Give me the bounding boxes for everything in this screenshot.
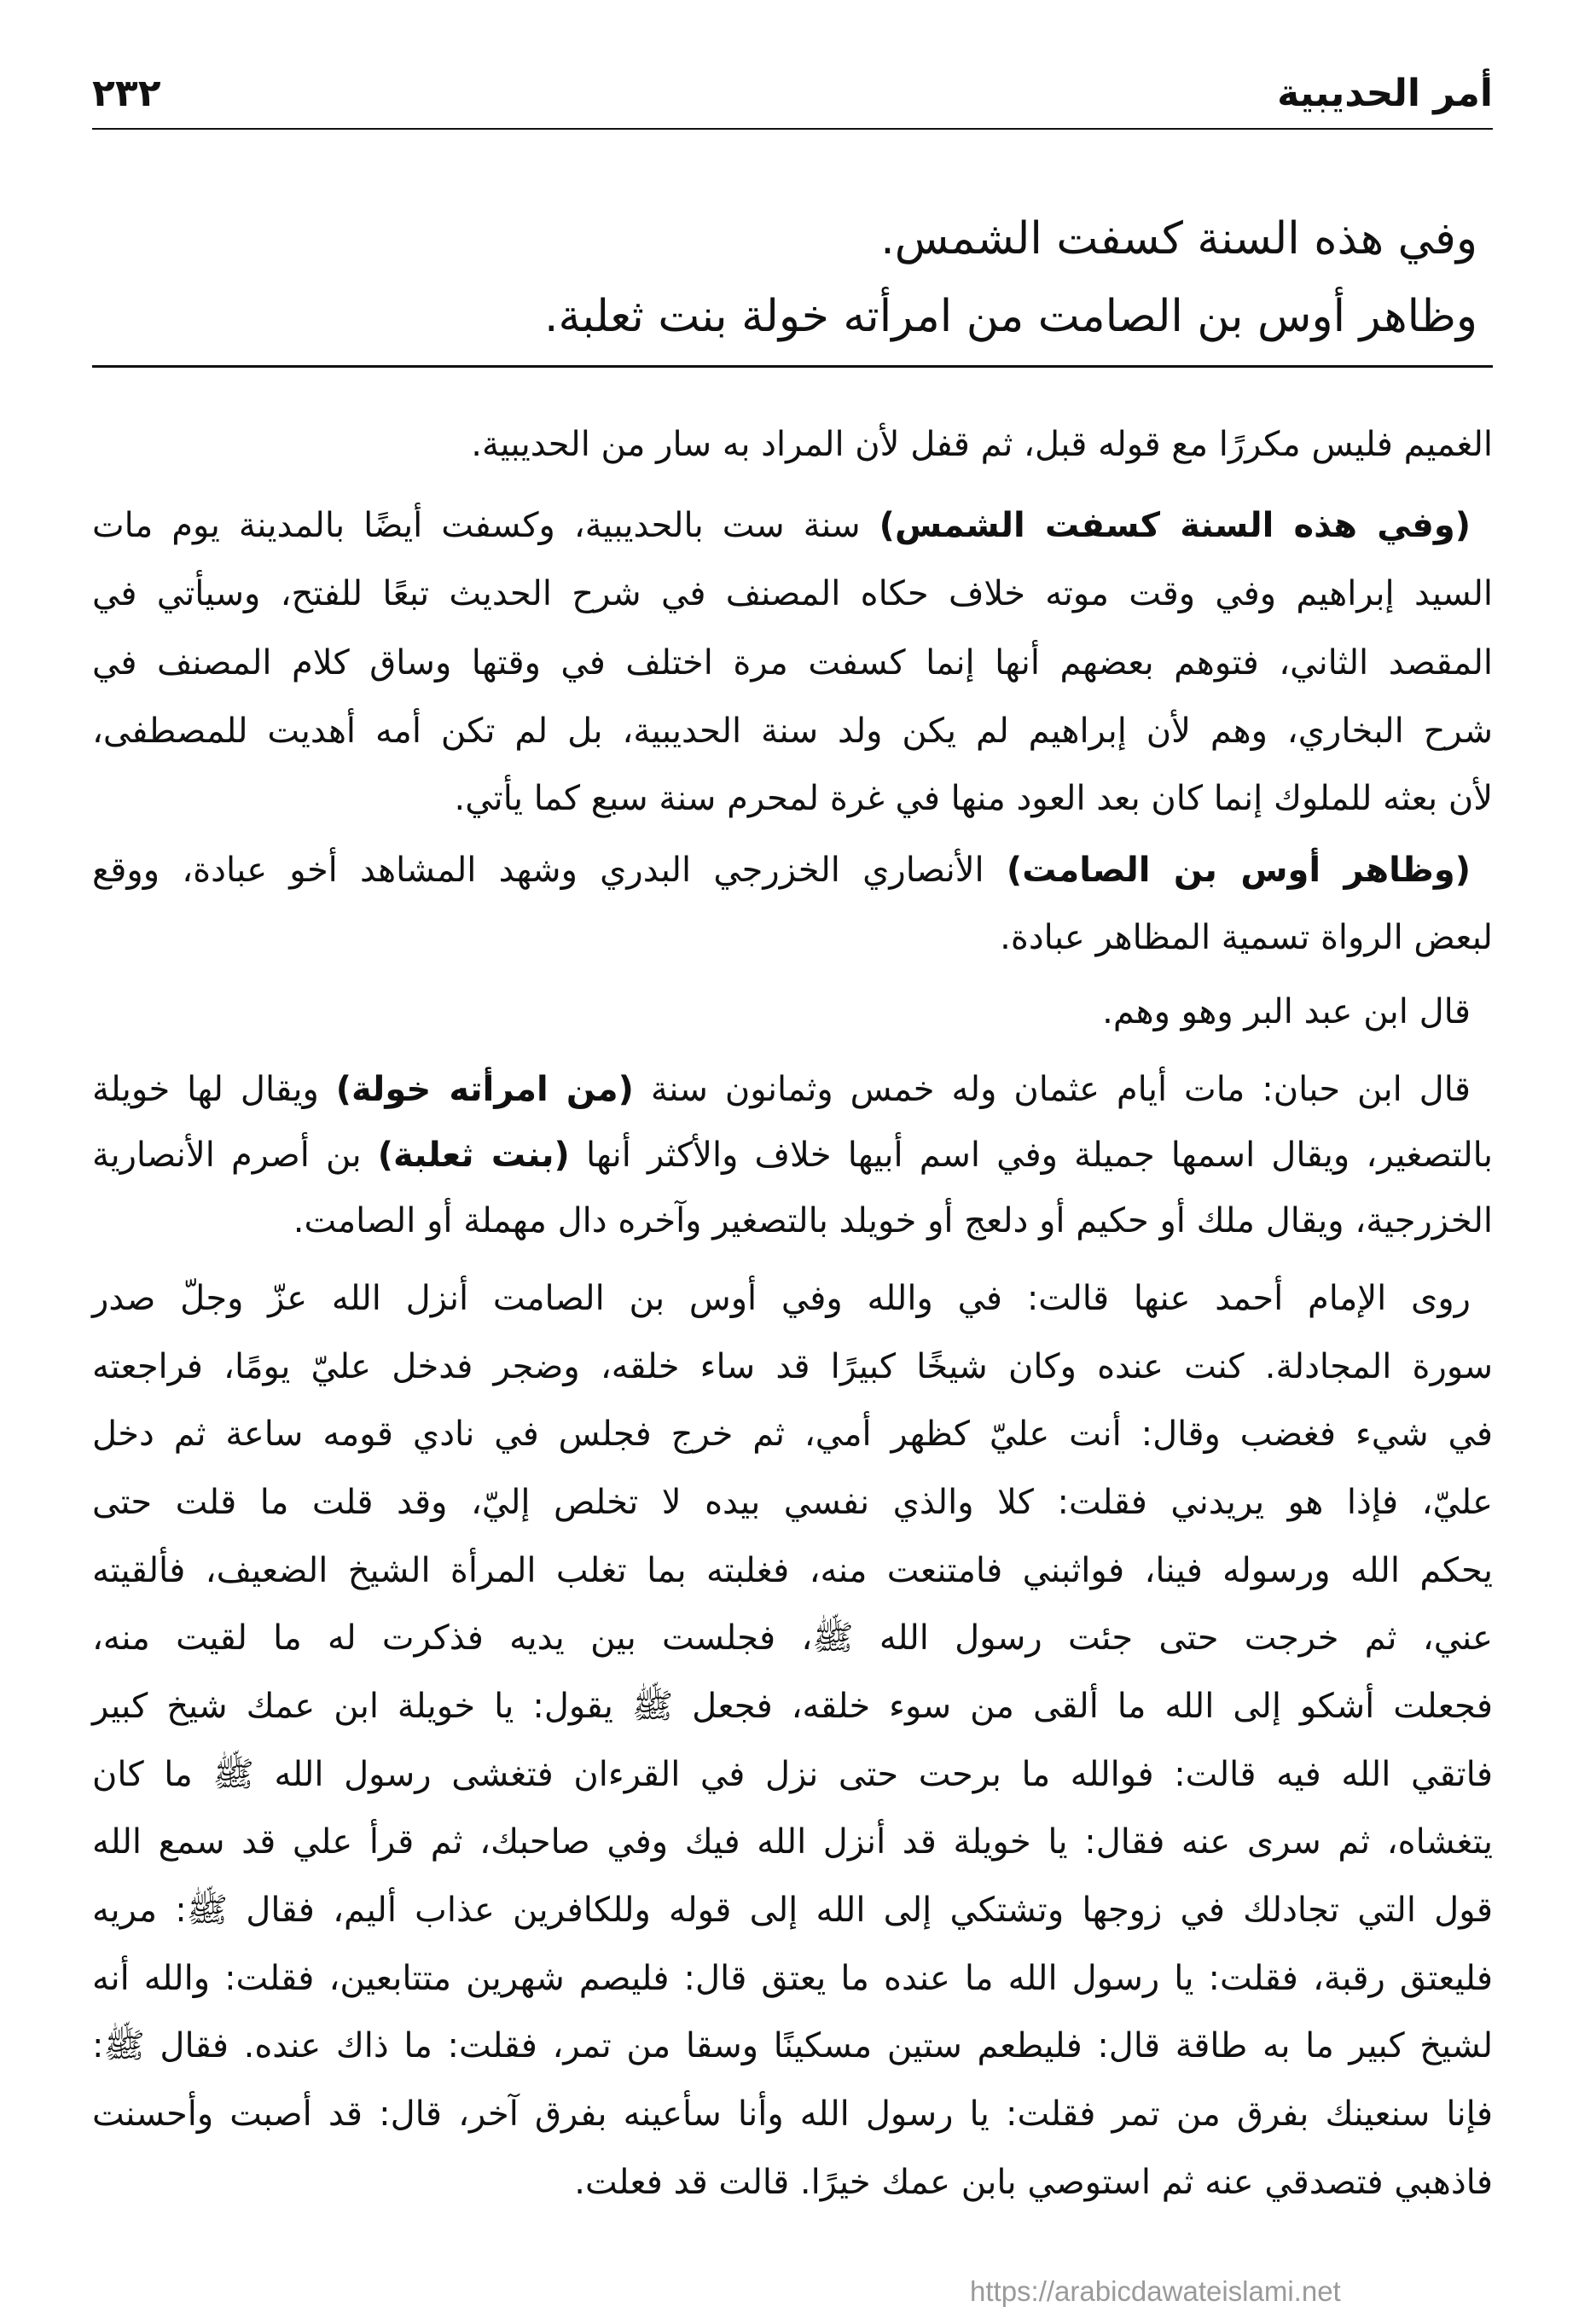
- commentary-text: الغميم فليس مكررًا مع قوله قبل، ثم قفل لأن المراد به سار من الحديبية.: [471, 425, 1493, 464]
- commentary-text: بالتصغير، ويقال اسمها جميلة وفي اسم أبيها خلاف والأكثر أنها: [569, 1136, 1493, 1175]
- commentary-line: [92, 633, 1493, 693]
- main-text-line: وفي هذه السنة كسفت الشمس.: [880, 213, 1477, 264]
- commentary-text: الخزرجية، ويقال ملك أو حكيم أو دلعج أو خويلد بالتصغير وآخره دال مهملة أو الصامت.: [293, 1201, 1493, 1240]
- commentary-line: [92, 1541, 1493, 1601]
- commentary-text: شرح البخاري، وهم لأن إبراهيم لم يكن ولد سنة الحديبية، بل لم تكن أمه أهديت للمصطفى،: [92, 712, 1493, 751]
- commentary-text: سورة المجادلة. كنت عنده وكان شيخًا كبيرًا قد ساء خلقه، وضجر فدخل عليّ يومًا، فراجعته: [92, 1347, 1493, 1386]
- lemma-bold: (وظاهر أوس بن الصامت): [1006, 851, 1471, 890]
- header-rule: [92, 128, 1493, 130]
- commentary-line: [92, 1745, 1493, 1804]
- commentary-text: لبعض الرواة تسمية المظاهر عبادة.: [1000, 918, 1493, 957]
- commentary-text: فاتقي الله فيه قالت: فوالله ما برحت حتى نزل في القرءان فتغشى رسول الله ﷺ ما كان: [92, 1755, 1493, 1794]
- chapter-title: أمر الحديبية: [1277, 72, 1493, 115]
- commentary-text: قول التي تجادلك في زوجها وتشتكي إلى الله إلى قوله وللكافرين عذاب أليم، فقال ﷺ: مريه: [92, 1891, 1493, 1930]
- commentary-line: [92, 769, 1493, 828]
- commentary-line: [92, 982, 1493, 1042]
- commentary-line: [92, 1473, 1493, 1532]
- commentary-line: [92, 1949, 1493, 2008]
- main-text-rule: [92, 365, 1493, 368]
- commentary-text: فاذهبي فتصدقي عنه ثم استوصي بابن عمك خيرًا. قالت قد فعلت.: [574, 2163, 1493, 2202]
- commentary-text: روى الإمام أحمد عنها قالت: في والله وفي أوس بن الصامت أنزل الله عزّ وجلّ صدر: [92, 1279, 1471, 1318]
- commentary-text: بن أصرم الأنصارية: [92, 1136, 378, 1175]
- commentary-text: قال ابن عبد البر وهو وهم.: [1102, 992, 1471, 1031]
- commentary-text: لشيخ كبير ما به طاقة قال: فليطعم ستين مسكينًا وسقا من تمر، فقلت: ما ذاك عنده. فقال ﷺ:: [92, 2026, 1493, 2065]
- commentary-text: فليعتق رقبة، فقلت: يا رسول الله ما عنده ما يعتق قال: فليصم شهرين متتابعين، فقلت: والله أنه: [92, 1959, 1493, 1998]
- commentary-text: سنة ست بالحديبية، وكسفت أيضًا بالمدينة يوم مات: [92, 506, 879, 545]
- watermark-url: https://arabicdawateislami.net: [970, 2275, 1341, 2307]
- page-number: ٢٣٢: [92, 72, 161, 115]
- commentary-line: [92, 1812, 1493, 1872]
- commentary-text: عليّ، فإذا هو يريدني فقلت: كلا والذي نفسي بيده لا تخلص إليّ، وقد قلت ما قلت حتى: [92, 1483, 1493, 1522]
- commentary-line: [92, 701, 1493, 761]
- commentary-text: السيد إبراهيم وفي وقت موته خلاف حكاه المصنف في شرح الحديث تبعًا للفتح، وسيأتي في: [92, 574, 1493, 613]
- commentary-line: [92, 2084, 1493, 2144]
- commentary-text: لأن بعثه للملوك إنما كان بعد العود منها في غرة لمحرم سنة سبع كما يأتي.: [454, 779, 1493, 818]
- commentary-line: [92, 908, 1493, 967]
- commentary-line: [92, 415, 1493, 474]
- commentary-line: [92, 1608, 1493, 1668]
- commentary-line: [92, 2016, 1493, 2076]
- commentary-text: ويقال لها خويلة: [92, 1070, 336, 1109]
- commentary-text: المقصد الثاني، فتوهم بعضهم أنها إنما كسفت مرة اختلف في وقتها وساق كلام المصنف في: [92, 643, 1493, 683]
- commentary-text: الأنصاري الخزرجي البدري وشهد المشاهد أخو عبادة، ووقع: [92, 851, 1007, 890]
- lemma-bold: (بنت ثعلبة): [377, 1136, 570, 1175]
- commentary-text: فإنا سنعينك بفرق من تمر فقلت: يا رسول الله وأنا سأعينه بفرق آخر، قال: قد أصبت وأحسنت: [92, 2095, 1493, 2134]
- commentary-line: [92, 1404, 1493, 1464]
- commentary-line: [92, 496, 1493, 555]
- main-text-line: وظاهر أوس بن الصامت من امرأته خولة بنت ثعلبة.: [544, 291, 1477, 342]
- commentary-text: يحكم الله ورسوله فينا، فواثبني فامتنعت منه، فغلبته بما تغلب المرأة الشيخ الضعيف، فألقيته: [92, 1551, 1493, 1590]
- commentary-line: [92, 1337, 1493, 1397]
- commentary-text: قال ابن حبان: مات أيام عثمان وله خمس وثمانون سنة: [633, 1070, 1471, 1109]
- commentary-line: [92, 1191, 1493, 1251]
- lemma-bold: (من امرأته خولة): [335, 1070, 634, 1109]
- commentary-text: عني، ثم خرجت حتى جئت رسول الله ﷺ، فجلست بين يديه فذكرت له ما لقيت منه،: [92, 1618, 1493, 1658]
- commentary-line: [92, 564, 1493, 624]
- commentary-text: فجعلت أشكو إلى الله ما ألقى من سوء خلقه، فجعل ﷺ يقول: يا خويلة ابن عمك شيخ كبير: [92, 1687, 1493, 1726]
- commentary-line: [92, 1880, 1493, 1940]
- commentary-line: [92, 1125, 1493, 1185]
- commentary-line: [92, 840, 1493, 900]
- lemma-bold: (وفي هذه السنة كسفت الشمس): [879, 506, 1471, 545]
- commentary-text: في شيء فغضب وقال: أنت عليّ كظهر أمي، ثم خرج فجلس في نادي قومه ساعة ثم دخل: [92, 1415, 1493, 1454]
- commentary-line: [92, 1269, 1493, 1328]
- commentary-line: [92, 1676, 1493, 1736]
- commentary-line: [92, 2153, 1493, 2212]
- commentary-text: يتغشاه، ثم سرى عنه فقال: يا خويلة قد أنزل الله فيك وفي صاحبك، ثم قرأ علي قد سمع الله: [92, 1822, 1493, 1862]
- commentary-line: [92, 1060, 1493, 1119]
